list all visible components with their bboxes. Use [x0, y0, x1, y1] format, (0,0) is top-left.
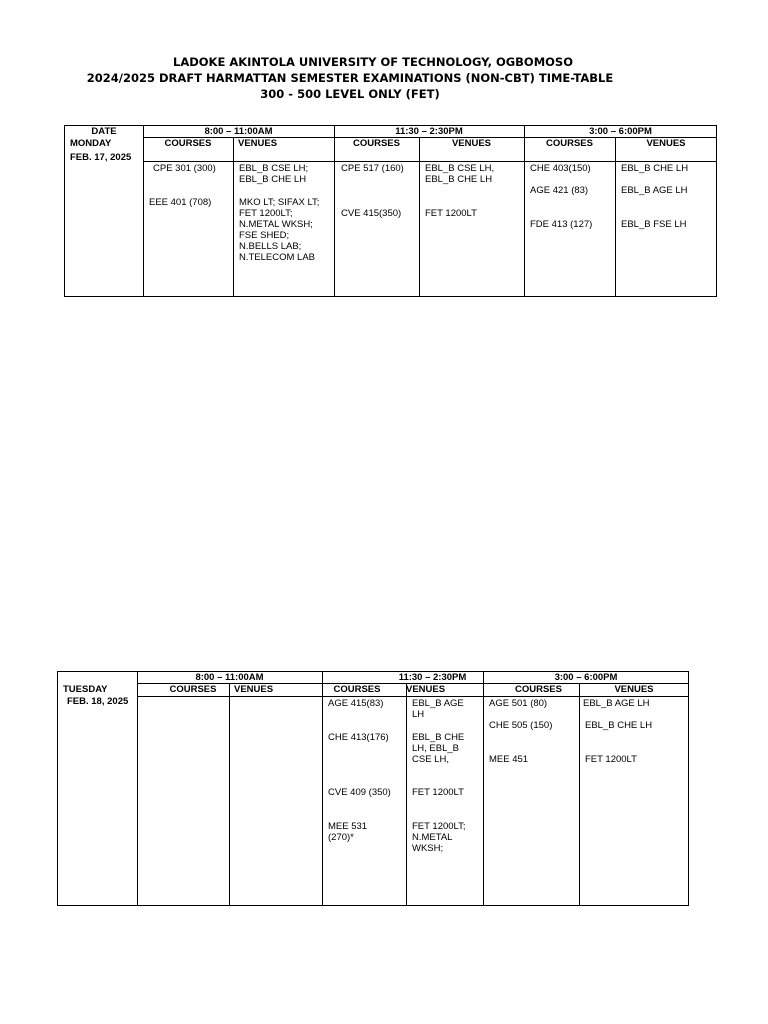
venue-entry: FET 1200LT — [585, 754, 637, 765]
slot-header-afternoon: 3:00 – 6:00PM — [589, 126, 652, 137]
course-entry: CHE 505 (150) — [489, 720, 553, 731]
col-courses: COURSES — [333, 684, 381, 695]
col-venues: VENUES — [451, 138, 492, 149]
col-venues: VENUES — [406, 684, 446, 695]
venue-entry: EBL_B CHE LH — [621, 163, 689, 174]
venue-entry: FET 1200LT — [425, 208, 477, 219]
course-entry: CHE 403(150) — [530, 163, 591, 174]
venue-entry: FET 1200LT; N.METAL WKSH; — [412, 821, 466, 854]
day-label: MONDAY — [70, 138, 112, 149]
course-entry: CPE 517 (160) — [341, 163, 404, 174]
venue-entry: EBL_B CSE LH; EBL_B CHE LH — [239, 163, 309, 185]
course-entry: AGE 501 (80) — [489, 698, 548, 709]
col-courses: COURSES — [164, 138, 212, 149]
course-entry: FDE 413 (127) — [530, 219, 593, 230]
col-venues: VENUES — [646, 138, 686, 149]
venue-entry: EBL_B FSE LH — [621, 219, 687, 230]
course-entry: AGE 415(83) — [328, 698, 384, 709]
col-courses: COURSES — [515, 684, 562, 695]
venue-entry: MKO LT; SIFAX LT; FET 1200LT; N.METAL WKSH; FSE SHED; N.BELLS LAB; N.TELECOM LAB — [239, 197, 320, 263]
venue-entry: EBL_B CHE LH, EBL_B CSE LH, — [412, 732, 465, 765]
date-label: FEB. 18, 2025 — [67, 696, 129, 707]
date-label: FEB. 17, 2025 — [70, 152, 132, 163]
slot-header-morning: 8:00 – 11:00AM — [195, 672, 264, 683]
course-entry: AGE 421 (83) — [530, 185, 589, 196]
venue-entry: EBL_B CSE LH, EBL_B CHE LH — [425, 163, 495, 185]
venue-entry: EBL_B AGE LH — [621, 185, 688, 196]
venue-entry: EBL_B AGE LH — [412, 698, 464, 720]
slot-header-morning: 8:00 – 11:00AM — [204, 126, 273, 137]
course-entry: EEE 401 (708) — [149, 197, 212, 208]
col-courses: COURSES — [546, 138, 593, 149]
course-entry: MEE 451 — [489, 754, 529, 765]
day-label: TUESDAY — [63, 684, 108, 695]
timetable-tuesday — [57, 671, 689, 906]
timetable-monday — [64, 125, 717, 297]
col-courses: COURSES — [169, 684, 217, 695]
university-title: LADOKE AKINTOLA UNIVERSITY OF TECHNOLOGY, OGBOMOSO — [173, 55, 573, 69]
date-header: DATE — [91, 126, 117, 137]
slot-header-afternoon: 3:00 – 6:00PM — [554, 672, 618, 683]
slot-header-midday: 11:30 – 2:30PM — [395, 126, 463, 137]
course-entry: CVE 409 (350) — [328, 787, 391, 798]
venue-entry: EBL_B CHE LH — [585, 720, 653, 731]
course-entry: MEE 531 (270)* — [328, 821, 368, 843]
col-venues: VENUES — [234, 684, 274, 695]
course-entry: CHE 413(176) — [328, 732, 389, 743]
venue-entry: FET 1200LT — [412, 787, 464, 798]
col-venues: VENUES — [614, 684, 654, 695]
col-venues: VENUES — [238, 138, 278, 149]
document-header — [0, 54, 700, 102]
slot-header-midday: 11:30 – 2:30PM — [398, 672, 467, 683]
course-entry: CPE 301 (300) — [153, 163, 216, 174]
venue-entry: EBL_B AGE LH — [583, 698, 650, 709]
timetable-title: 2024/2025 DRAFT HARMATTAN SEMESTER EXAMINATIONS (NON-CBT) TIME-TABLE — [86, 71, 614, 85]
col-courses: COURSES — [353, 138, 400, 149]
course-entry: CVE 415(350) — [341, 208, 402, 219]
level-subtitle: 300 - 500 LEVEL ONLY (FET) — [260, 87, 440, 101]
